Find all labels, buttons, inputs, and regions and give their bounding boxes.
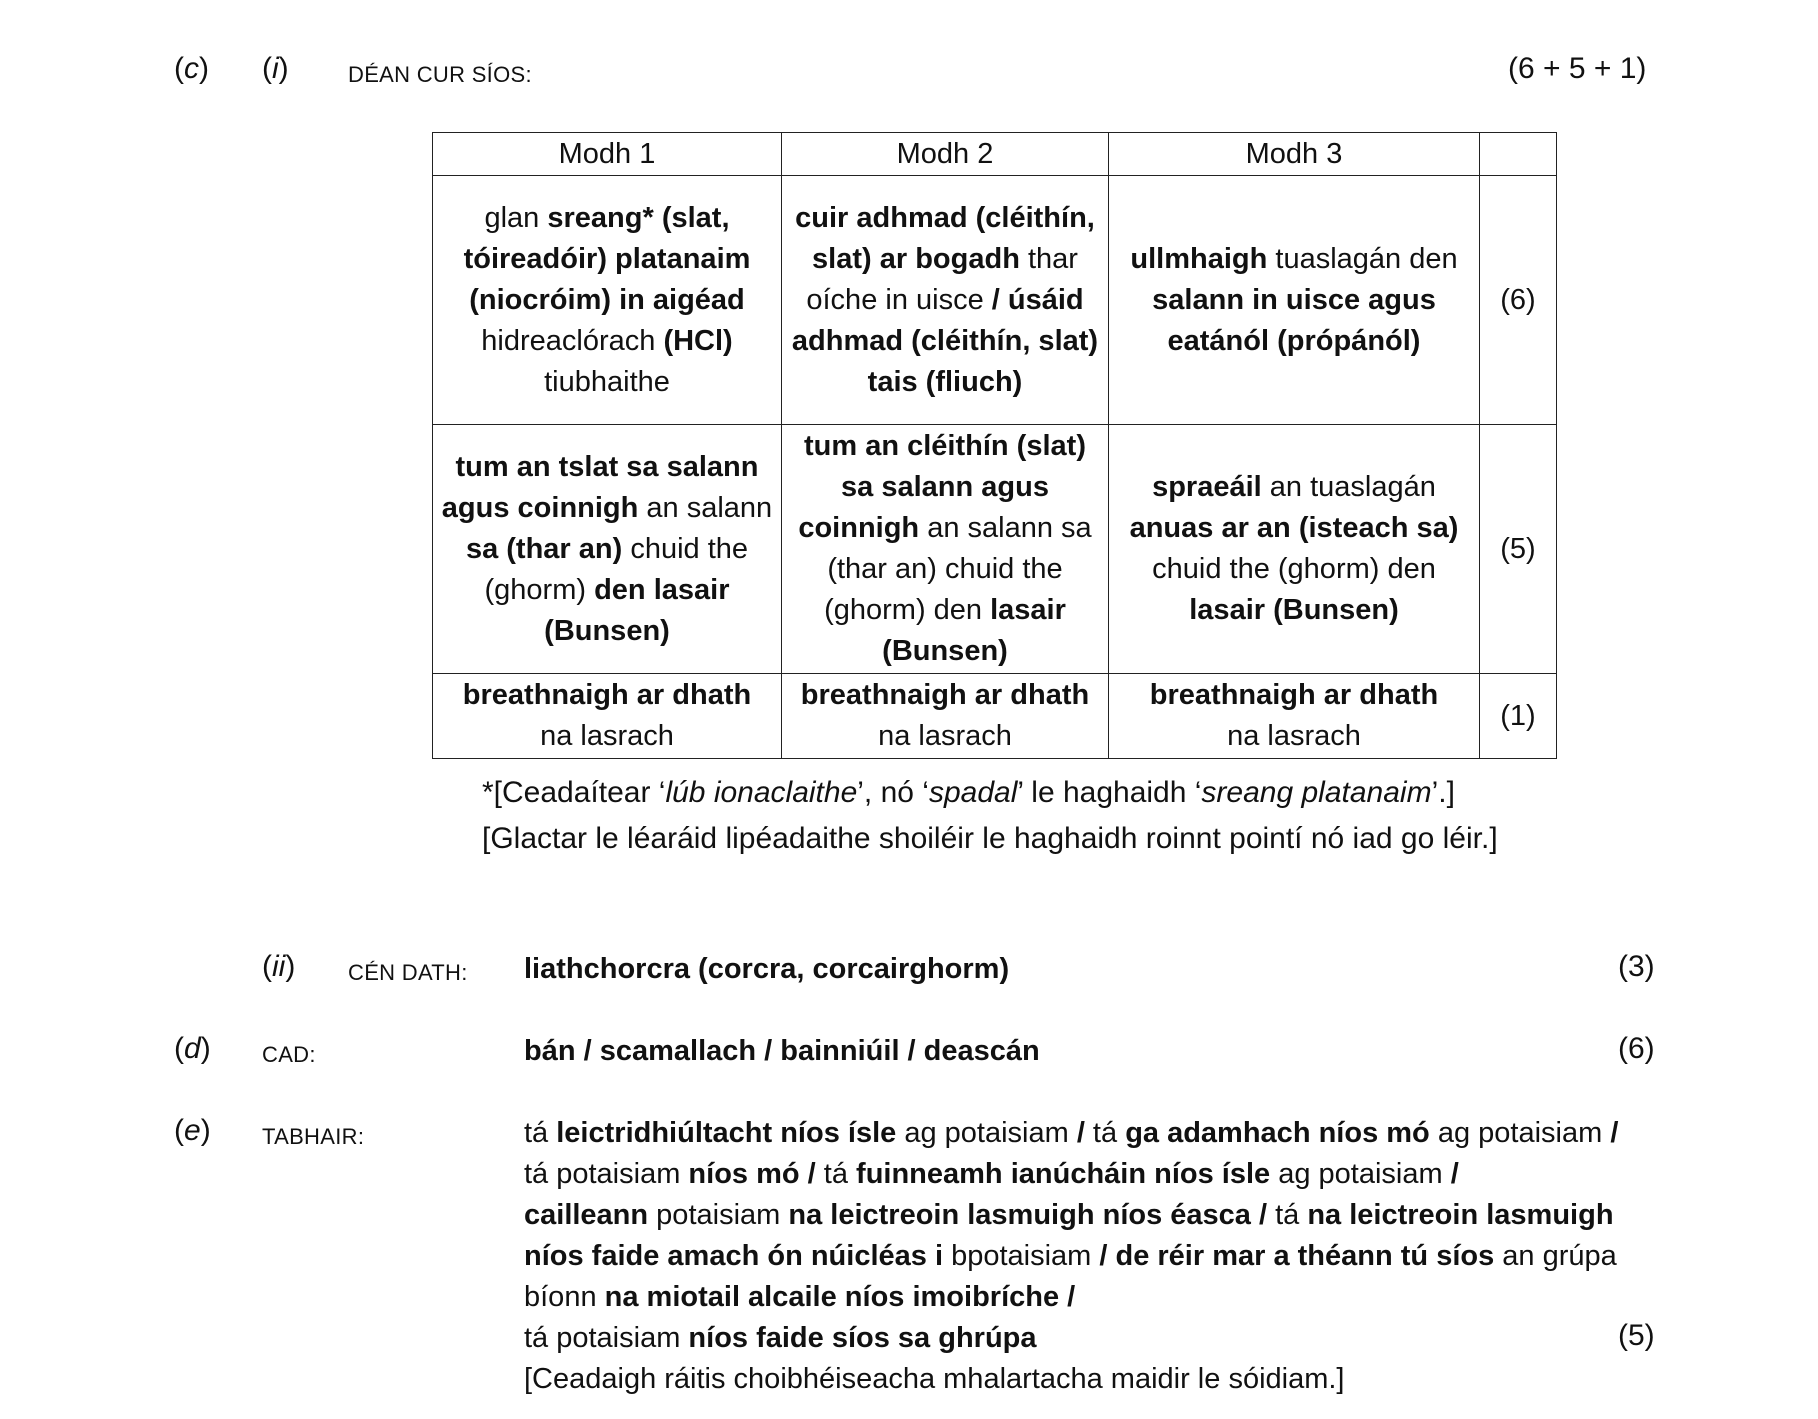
row3-modh-3: breathnaigh ar dhath na lasrach: [1109, 674, 1480, 759]
part-c-label: (c): [174, 52, 209, 85]
part-d-marks: (6): [1618, 1032, 1655, 1065]
row1-modh-2: cuir adhmad (cléithín, slat) ar bogadh thar oíche in uisce / úsáid adhmad (cléithín, slat) tais (fliuch): [782, 176, 1109, 425]
row3-marks: (1): [1480, 674, 1557, 759]
marking-table: [432, 132, 1557, 759]
answer-line: cailleann potaisiam na leictreoin lasmuigh níos éasca / tá na leictreoin lasmuigh: [524, 1199, 1614, 1231]
answer-line: tá potaisiam níos mó / tá fuinneamh ianúcháin níos ísle ag potaisiam /: [524, 1158, 1459, 1190]
row3-modh-1: breathnaigh ar dhath na lasrach: [433, 674, 782, 759]
sub-i-label: (i): [262, 52, 289, 85]
table-header-row: [433, 133, 1557, 176]
header-modh-1: Modh 1: [433, 133, 782, 176]
row1-marks: (6): [1480, 176, 1557, 425]
part-e-label: (e): [174, 1114, 211, 1147]
row1-modh-3: ullmhaigh tuaslagán den salann in uisce agus eatánól (própánól): [1109, 176, 1480, 425]
note-alternatives: *[Ceadaítear ‘lúb ionaclaithe’, nó ‘spadal’ le haghaidh ‘sreang platanaim’.]: [482, 776, 1455, 809]
part-d-label: (d): [174, 1032, 211, 1065]
header-modh-3: Modh 3: [1109, 133, 1480, 176]
sub-ii-answer: liathchorcra (corcra, corcairghorm): [524, 953, 1010, 985]
table-row: [433, 674, 1557, 759]
part-c-total-marks: (6 + 5 + 1): [1508, 52, 1647, 85]
table-row: [433, 425, 1557, 674]
row2-modh-2: tum an cléithín (slat) sa salann agus coinnigh an salann sa (thar an) chuid the (ghorm) den lasair (Bunsen): [782, 425, 1109, 674]
sub-ii-instruction: CÉN DATH:: [348, 960, 468, 985]
part-d-instruction: CAD:: [262, 1042, 316, 1067]
part-e-instruction: TABHAIR:: [262, 1124, 365, 1149]
row1-modh-1: glan sreang* (slat, tóireadóir) platanaim (niocróim) in aigéad hidreaclórach (HCl) tiubhaithe: [433, 176, 782, 425]
answer-line: tá leictridhiúltacht níos ísle ag potaisiam / tá ga adamhach níos mó ag potaisiam /: [524, 1117, 1619, 1149]
sub-ii-marks: (3): [1618, 950, 1655, 983]
part-e-marks: (5): [1618, 1319, 1655, 1352]
row3-modh-2: breathnaigh ar dhath na lasrach: [782, 674, 1109, 759]
answer-line: tá potaisiam níos faide síos sa ghrúpa: [524, 1322, 1037, 1354]
row2-marks: (5): [1480, 425, 1557, 674]
part-e-answer: [524, 1113, 1674, 1400]
answer-line: bíonn na miotail alcaile níos imoibríche /: [524, 1281, 1076, 1313]
header-modh-2: Modh 2: [782, 133, 1109, 176]
note-diagram: [Glactar le léaráid lipéadaithe shoiléir le haghaidh roinnt pointí nó iad go léir.]: [482, 822, 1498, 855]
sub-ii-label: (ii): [262, 950, 296, 983]
answer-line: níos faide amach ón núicléas i bpotaisiam / de réir mar a théann tú síos an grúpa: [524, 1240, 1617, 1272]
row2-modh-3: spraeáil an tuaslagán anuas ar an (isteach sa) chuid the (ghorm) den lasair (Bunsen): [1109, 425, 1480, 674]
part-e-note: [Ceadaigh ráitis choibhéiseacha mhalartacha maidir le sóidiam.]: [524, 1363, 1345, 1395]
part-c-instruction: DÉAN CUR SÍOS:: [348, 62, 532, 87]
part-d-answer: bán / scamallach / bainniúil / deascán: [524, 1035, 1040, 1067]
row2-modh-1: tum an tslat sa salann agus coinnigh an salann sa (thar an) chuid the (ghorm) den lasair (Bunsen): [433, 425, 782, 674]
header-marks: [1480, 133, 1557, 176]
table-row: [433, 176, 1557, 425]
